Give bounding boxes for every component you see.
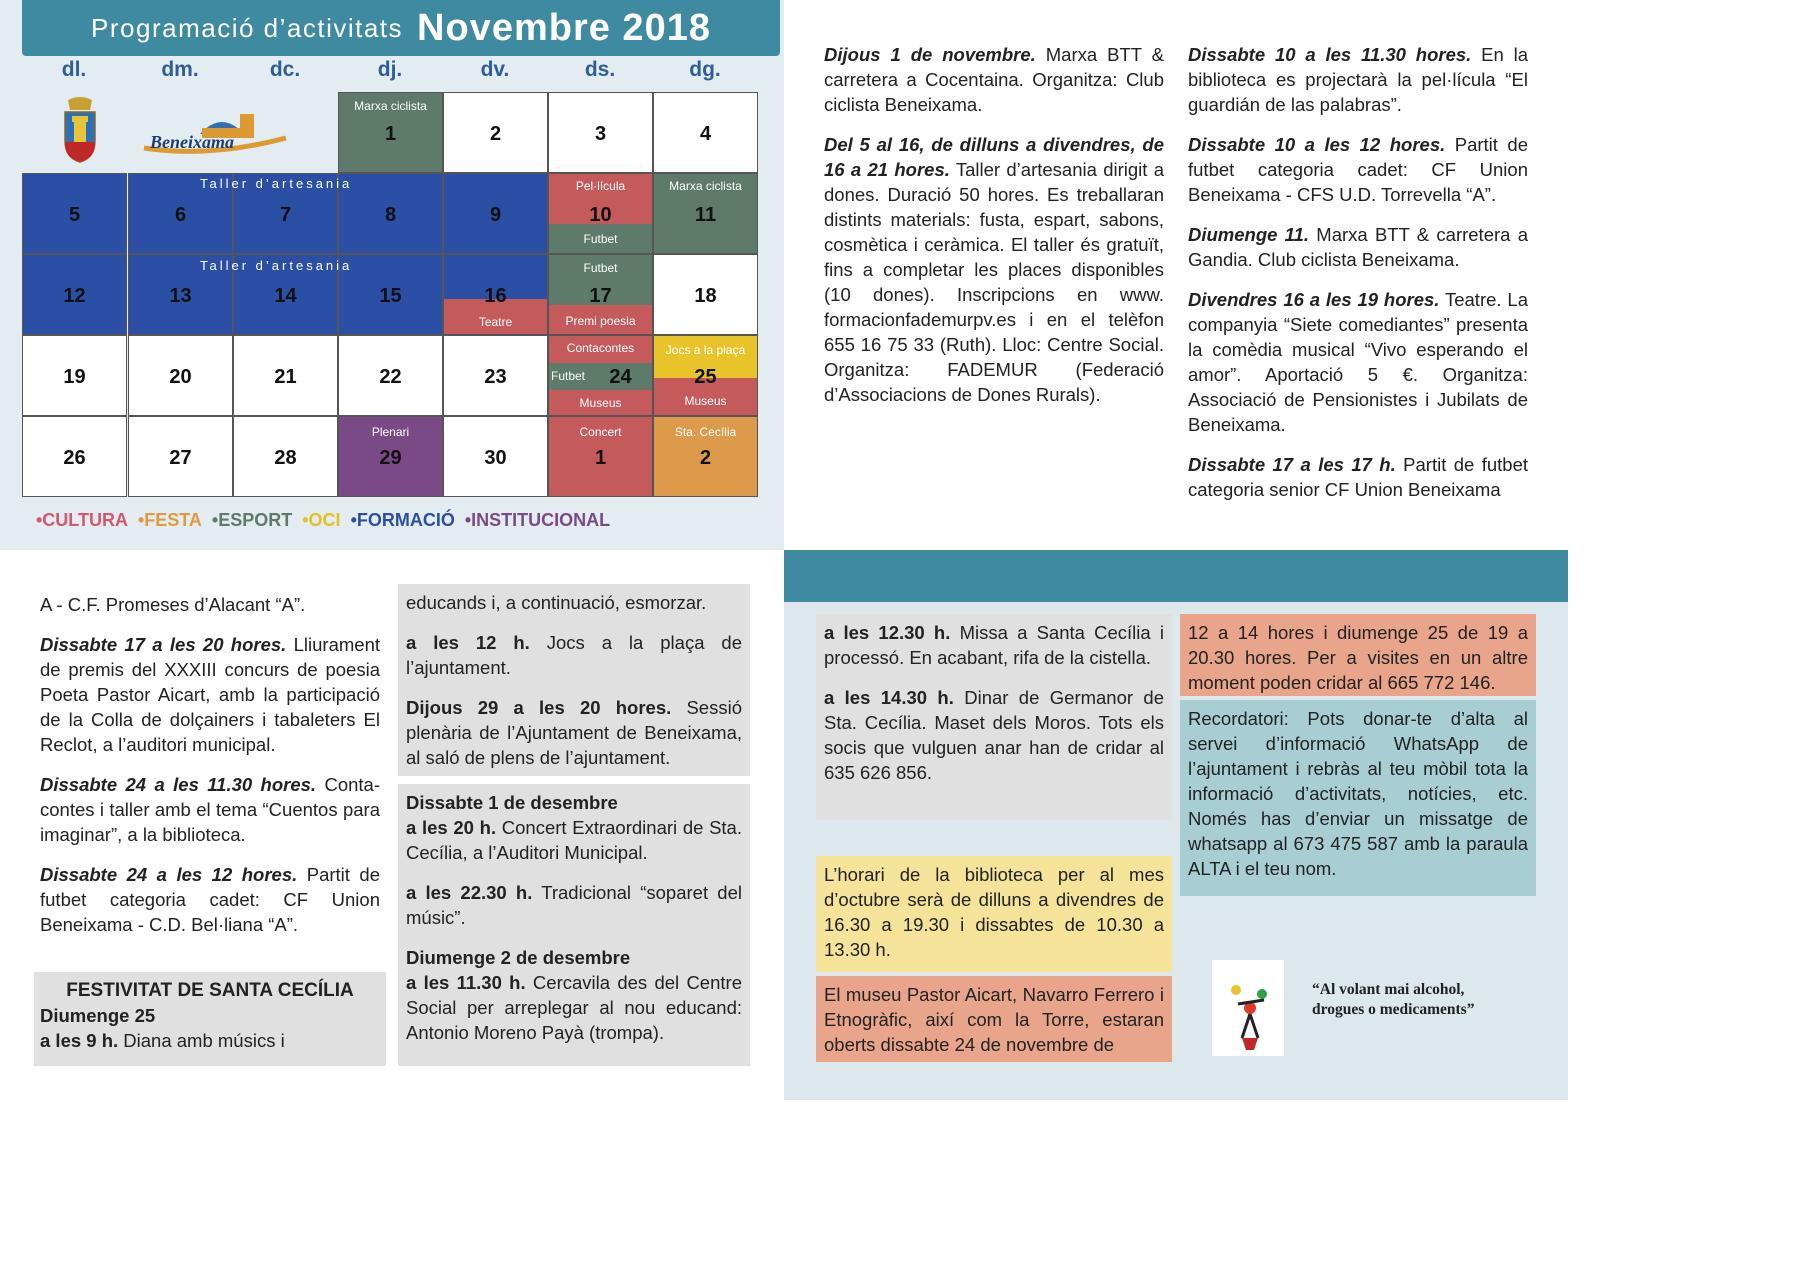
event-item (406, 630, 742, 680)
event-text: Marxa BTT & carretera a Cocentaina. Organitza: Club ciclista Beneixama. (824, 44, 1164, 115)
event-text: Partit de futbet categoria cadet: CF Union Beneixama - CFS U.D. Torrevella “A”. (1188, 134, 1528, 205)
event-item (824, 42, 1164, 117)
weekday-fri: dv. (480, 58, 510, 81)
day-number: 21 (274, 366, 297, 388)
day-10 (548, 173, 653, 254)
day-30 (443, 416, 548, 497)
header-band (784, 550, 1568, 602)
event-heading: Dissabte 24 a les 12 hores. (40, 864, 298, 885)
weekday-sun: dg. (689, 58, 721, 81)
day-number: 3 (594, 123, 607, 145)
day-26 (22, 416, 127, 497)
day-label: Marxa ciclista (669, 179, 742, 193)
day-5 (22, 173, 127, 254)
calendar-title-month: Novembre 2018 (417, 6, 711, 49)
day-number: 27 (169, 447, 192, 469)
day-12 (22, 254, 127, 335)
event-continuation: A - C.F. Promeses d’Alacant “A”. (40, 594, 306, 615)
day-number: 16 (484, 285, 507, 307)
event-item (1188, 452, 1528, 502)
event-text: Tradicional “soparet del músic”. (406, 882, 742, 928)
slogan-line-1: “Al volant mai alcohol, (1312, 981, 1465, 998)
category-legend (36, 510, 610, 531)
day-number: 2 (699, 447, 712, 469)
event-heading: a les 11.30 h. (406, 972, 526, 993)
festival-title: FESTIVITAT DE SANTA CECÍLIA (66, 980, 354, 1001)
day-number: 30 (484, 447, 507, 469)
day-number: 4 (699, 123, 712, 145)
day-number: 17 (589, 285, 612, 307)
day-number: 22 (379, 366, 402, 388)
event-text: Concert Extraordinari de Sta. Cecília, a l’Auditori Municipal. (406, 817, 742, 863)
museum-hours-continued: 12 a 14 hores i diumenge 25 de 19 a 20.30 hores. Per a visites en un altre moment poden cridar al 665 772 146. (1180, 614, 1536, 696)
festival-day: Diumenge 25 (40, 1005, 156, 1026)
event-text: Diana amb músics i (118, 1030, 285, 1051)
event-item (824, 132, 1164, 407)
day-dec-2 (653, 416, 758, 497)
day-number: 18 (694, 285, 717, 307)
day-number: 8 (384, 204, 397, 226)
coat-of-arms-icon (62, 96, 98, 164)
calendar-panel (0, 0, 784, 550)
day-label: Futbet (583, 232, 618, 246)
day-label: Marxa ciclista (354, 99, 427, 113)
event-heading: Diumenge 11. (1188, 224, 1310, 245)
event-heading: Divendres 16 a les 19 hores. (1188, 289, 1440, 310)
event-text: Partit de futbet categoria senior CF Union Beneixama (1188, 454, 1529, 500)
event-item (40, 632, 380, 757)
event-item (1188, 222, 1528, 272)
taller-label-week2: Taller d’artesania (200, 176, 353, 191)
event-item (406, 970, 742, 1045)
event-heading: a les 22.30 h. (406, 882, 533, 903)
december-events-box (398, 784, 750, 1066)
event-day: Dissabte 1 de desembre (406, 792, 618, 813)
day-2 (443, 92, 548, 173)
day-number: 12 (63, 285, 86, 307)
day-21 (233, 335, 338, 416)
day-25 (653, 335, 758, 416)
day-24 (548, 335, 653, 416)
day-number: 6 (174, 204, 187, 226)
day-number: 29 (379, 447, 402, 469)
day-number: 20 (169, 366, 192, 388)
weekday-thu: dj. (377, 58, 403, 81)
day-4 (653, 92, 758, 173)
event-heading: Dissabte 17 a les 17 h. (1188, 454, 1396, 475)
event-text: Jocs a la plaça de l’ajuntament. (406, 632, 742, 678)
day-label: Concert (579, 425, 622, 439)
day-number: 13 (169, 285, 192, 307)
day-number: 19 (63, 366, 86, 388)
event-heading: Dissabte 10 a les 11.30 hores. (1188, 44, 1472, 65)
day-number: 10 (589, 204, 612, 226)
events-top-right (784, 0, 1568, 550)
event-text: Conta-contes i taller amb el tema “Cuentos para imaginar”, a la biblioteca. (40, 774, 380, 845)
whatsapp-reminder-box: Recordatori: Pots donar-te d’alta al servei d’informació WhatsApp de l’ajuntament i rebràs al teu mòbil tota la informació d’activitats, notícies, etc. Només has d’enviar un missatge de whatsapp al 673 475 587 amb la paraula ALTA i el teu nom. (1180, 700, 1536, 896)
day-label: Jocs a la plaça (665, 343, 746, 357)
day-22 (338, 335, 443, 416)
calendar-title (22, 0, 780, 56)
event-heading: a les 14.30 h. (824, 687, 954, 708)
event-item (1188, 132, 1528, 207)
day-number: 2 (489, 123, 502, 145)
day-number: 28 (274, 447, 297, 469)
day-28 (233, 416, 338, 497)
day-number: 7 (279, 204, 292, 226)
event-heading: Dissabte 17 a les 20 hores. (40, 634, 287, 655)
event-heading: Dissabte 24 a les 11.30 hores. (40, 774, 317, 795)
event-heading: a les 9 h. (40, 1030, 119, 1051)
day-29 (338, 416, 443, 497)
day-11 (653, 173, 758, 254)
weekday-tue: dm. (161, 58, 199, 81)
event-item (824, 620, 1164, 670)
events-col-1 (824, 42, 1164, 422)
event-item (824, 685, 1164, 785)
event-heading: a les 20 h. (406, 817, 497, 838)
event-text: Partit de futbet categoria cadet: CF Union Beneixama - C.D. Bel·liana “A”. (40, 864, 380, 935)
legend-institucional: •INSTITUCIONAL (464, 510, 611, 530)
day-number: 26 (63, 447, 86, 469)
events-bottom-left (0, 550, 784, 1100)
day-number: 11 (694, 204, 717, 226)
day-label: Museus (579, 396, 622, 410)
event-text: Missa a Santa Cecília i processó. En acabant, rifa de la cistella. (824, 622, 1164, 668)
santa-cecilia-continued (816, 614, 1172, 820)
event-text: Teatre. La companyia “Siete comediantes” presenta la comèdia musical “Vivo esperando el amor”. Aportació 5 €. Organitza: Associació de Pensionistes i Jubilats de Beneixama. (1188, 289, 1528, 435)
day-19 (22, 335, 127, 416)
day-label: Premi poesia (565, 314, 636, 328)
events-col-3 (40, 592, 380, 952)
slogan-line-2: drogues o medicaments” (1312, 1001, 1475, 1018)
day-9 (443, 173, 548, 254)
event-heading: Dijous 29 a les 20 hores. (406, 697, 672, 718)
beneixama-logo-text: Beneixama (150, 132, 234, 152)
event-text: Sessió plenària de l’Ajuntament de Beneixama, al saló de plens de l’ajuntament. (406, 697, 742, 768)
event-heading: Dissabte 10 a les 12 hores. (1188, 134, 1446, 155)
day-number: 5 (68, 204, 81, 226)
event-heading: Dijous 1 de novembre. (824, 44, 1036, 65)
calendar-title-prefix: Programació d’activitats (91, 12, 404, 43)
road-safety-slogan (1312, 980, 1474, 1020)
event-text: En la biblioteca es projectarà la pel·lícula “El guardián de las palabras”. (1188, 44, 1529, 115)
weekday-sat: ds. (584, 58, 616, 81)
day-label: Contacontes (566, 341, 635, 355)
event-text: Cercavila des del Centre Social per arreplegar al nou educand: Antonio Moreno Payà (trompa). (406, 972, 742, 1043)
day-3 (548, 92, 653, 173)
event-item (1188, 42, 1528, 117)
legend-cultura: •CULTURA (36, 510, 128, 530)
day-label: Pel·lícula (575, 179, 626, 193)
day-dec-1 (548, 416, 653, 497)
day-label: Museus (684, 394, 727, 408)
day-number: 24 (609, 366, 632, 388)
day-number: 1 (384, 123, 397, 145)
day-number: 1 (594, 447, 607, 469)
event-item (406, 880, 742, 930)
event-item (406, 815, 742, 865)
day-label: Sta. Cecília (674, 425, 737, 439)
day-16 (443, 254, 548, 335)
event-item (40, 772, 380, 847)
day-18 (653, 254, 758, 335)
day-number: 9 (489, 204, 502, 226)
day-label: Futbet (583, 261, 618, 275)
day-1 (338, 92, 443, 173)
event-heading: Del 5 al 16, de dilluns a divendres, de 16 a 21 hores. (824, 134, 1164, 180)
day-number: 15 (379, 285, 402, 307)
day-23 (443, 335, 548, 416)
legend-formacio: •FORMACIÓ (350, 510, 455, 530)
taller-label-week3: Taller d’artesania (200, 258, 353, 273)
museum-hours-box: El museu Pastor Aicart, Navarro Ferrero i Etnogràfic, així com la Torre, estaran oberts dissabte 24 de novembre de (816, 976, 1172, 1062)
event-day: Diumenge 2 de desembre (406, 947, 631, 968)
day-15 (338, 254, 443, 335)
event-heading: a les 12 h. (406, 632, 530, 653)
event-text: Lliurament de premis del XXXIII concurs de poesia Poeta Pastor Aicart, amb la participació de la Colla de dolçainers i tabaleters El Reclot, a l’auditori municipal. (40, 634, 381, 755)
beneixama-logo (140, 104, 290, 160)
day-label: Plenari (371, 425, 410, 439)
day-20 (128, 335, 233, 416)
event-item (40, 862, 380, 937)
event-item (1188, 287, 1528, 437)
weekday-mon: dl. (61, 58, 87, 81)
legend-esport: •ESPORT (211, 510, 293, 530)
library-hours-box: L’horari de la biblioteca per al mes d’octubre serà de dilluns a divendres de 16.30 a 19.30 i dissabtes de 10.30 a 13.30 h. (816, 856, 1172, 972)
legend-festa: •FESTA (137, 510, 202, 530)
day-17 (548, 254, 653, 335)
legend-oci: •OCI (302, 510, 341, 530)
events-col-4-top (398, 584, 750, 776)
day-number: 14 (274, 285, 297, 307)
santa-cecilia-box (34, 972, 386, 1066)
day-label: Futbet (551, 369, 586, 383)
events-col-2 (1188, 42, 1528, 517)
day-number: 23 (484, 366, 507, 388)
day-27 (128, 416, 233, 497)
weekday-wed: dc. (269, 58, 301, 81)
event-continuation: educands i, a continuació, esmorzar. (406, 592, 707, 613)
event-text: Taller d’artesania dirigit a dones. Duració 50 hores. Es treballaran distints materials: fusta, espart, sabons, cosmètica i ceràmica. El taller és gratuït, fins a completar les places disponibles (10 dones). Inscripcions en www. formacionfademurpv.es i en el telèfon 655 16 75 33 (Ruth). Lloc: Centre Social. Organitza: FADEMUR (Federació d’Associacions de Dones Rurals). (824, 159, 1164, 405)
event-text: Marxa BTT & carretera a Gandia. Club ciclista Beneixama. (1188, 224, 1528, 270)
event-text: Dinar de Germanor de Sta. Cecília. Maset dels Moros. Tots els socis que vulguen anar han de cridar al 635 626 856. (824, 687, 1164, 783)
day-8 (338, 173, 443, 254)
day-number: 25 (694, 366, 717, 388)
event-item (406, 695, 742, 770)
day-label: Teatre (478, 315, 513, 329)
event-heading: a les 12.30 h. (824, 622, 951, 643)
